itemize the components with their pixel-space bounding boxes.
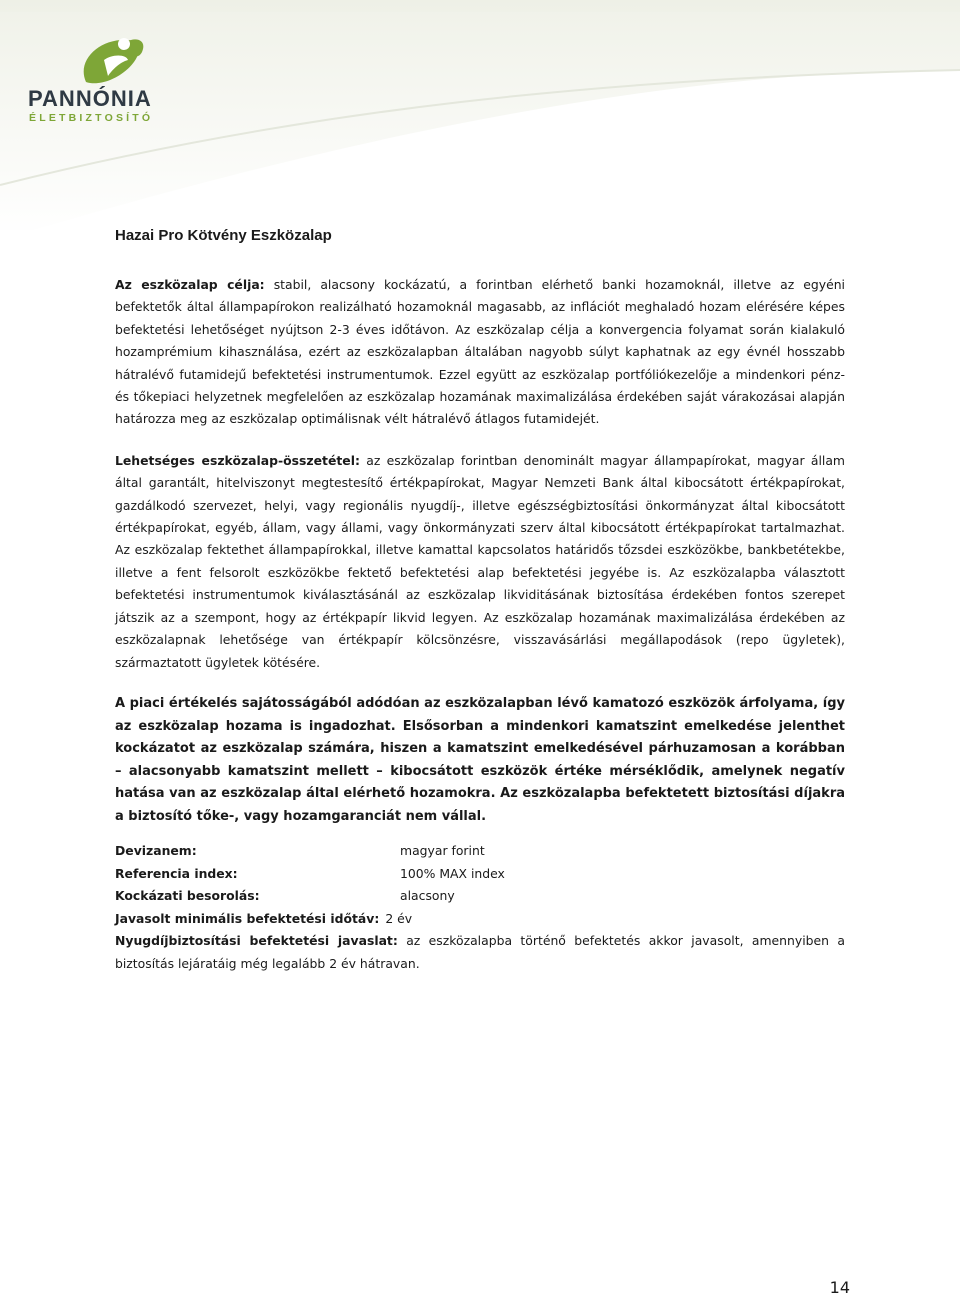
fact-label: Javasolt minimális befektetési időtáv:	[115, 910, 380, 926]
fund-facts	[115, 840, 845, 974]
document-title: Hazai Pro Kötvény Eszközalap	[115, 227, 332, 244]
pension-text: az eszközalapba történő befektetés akkor javasolt, amennyiben a biztosítás lejáratáig még legalább 2 év hátravan.	[115, 933, 845, 971]
pension-label: Nyugdíjbiztosítási befektetési javaslat:	[115, 933, 398, 949]
objective-text: stabil, alacsony kockázatú, a forintban elérhető banki hozamoknál, illetve az egyéni befektetők által állampapírokon realizálható hozamoknál magasabb, az inflációt meghaladó hozam elérésére képes befektetési lehetőséget nyújtson 2-3 éves időtávon. Az eszközalap célja a konvergencia folyamat során kialakuló hozamprémium kihasználása, ezért az eszközalapban általában nagyobb súlyt kaphatnak az egy évnél hosszabb hátralévő futamidejű befektetési instrumentumok. Ezzel együtt az eszközalap portfóliókezelője a mindenkori pénz- és tőkepiaci helyzetnek megfelelően az eszközalap hozamának maximalizálása érdekében saját várakozásai alapján határozza meg az eszközalap optimálisnak vélt hátralévő átlagos futamidejét.	[115, 277, 845, 427]
objective-paragraph	[115, 274, 845, 431]
fact-label: Kockázati besorolás:	[115, 888, 260, 904]
composition-label: Lehetséges eszközalap-összetétel:	[115, 452, 360, 468]
fact-value: magyar forint	[400, 843, 485, 859]
fact-row-reference-index	[115, 863, 845, 885]
pension-recommendation	[115, 930, 845, 975]
logo-tagline: ÉLETBIZTOSÍTÓ	[29, 112, 154, 124]
composition-paragraph	[115, 450, 845, 674]
fact-row-min-horizon	[115, 908, 845, 930]
objective-label: Az eszközalap célja:	[115, 277, 265, 292]
composition-text: az eszközalap forintban denominált magyar állampapírokat, magyar állam által garantált, hitelviszonyt megtestesítő értékpapírokat, Magyar Nemzeti Bank által kibocsátott értékpapírokat, gazdálkodó szervezet, helyi, vagy regionális nyugdíj-, illetve egészségbiztosítási önkormányzat által kibocsátott értékpapírokat, egyéb, állam, vagy állami, vagy önkormányzati szerv által kibocsátott értékpapírokat tartalmazhat. Az eszközalap fektethet állampapírokkal, illetve kamattal kapcsolatos határidős tőzsdei eszközökbe, bankbetétekbe, illetve a fent felsorolt eszközökbe fektető befektetési alap befektetési jegyébe is. Az eszközalapba választott befektetési instrumentumok kiválasztásánál az eszközalap likviditásának biztosítása érdekében fontos szerepet játszik az a szempont, hogy az értékpapír likvid legyen. Az eszközalap hozamának maximalizálása érdekében az eszközalapnak lehetősége van értékpapír kölcsönzésre, visszavásárlási megállapodások (repo ügyletek), származtatott ügyletek kötésére.	[115, 452, 845, 670]
logo-wordmark: PANNÓNIA	[28, 86, 152, 111]
fact-label: Referencia index:	[115, 865, 238, 881]
fact-value: 2 év	[385, 910, 413, 926]
page-number: 14	[829, 1278, 850, 1297]
fact-value: 100% MAX index	[400, 865, 505, 881]
risk-warning: A piaci értékelés sajátosságából adódóan az eszközalapban lévő kamatozó eszközök árfolyama, így az eszközalap hozama is ingadozhat. Elsősorban a mindenkori kamatszint emelkedése jelenthet kockázatot az eszközalap számára, hiszen a kamatszint emelkedésével párhuzamosan a korábban – alacsonyabb kamatszint mellett – kibocsátott eszközök értéke mérséklődik, amelynek negatív hatása van az eszközalap által elérhető hozamokra. Az eszközalapba befektetett biztosítási díjakra a biztosító tőke-, vagy hozamgaranciát nem vállal.	[115, 695, 845, 824]
fact-label: Devizanem:	[115, 843, 197, 859]
fact-row-risk-class	[115, 885, 845, 907]
document-body	[115, 226, 845, 975]
fact-value: alacsony	[400, 888, 455, 904]
fact-row-currency	[115, 840, 845, 862]
